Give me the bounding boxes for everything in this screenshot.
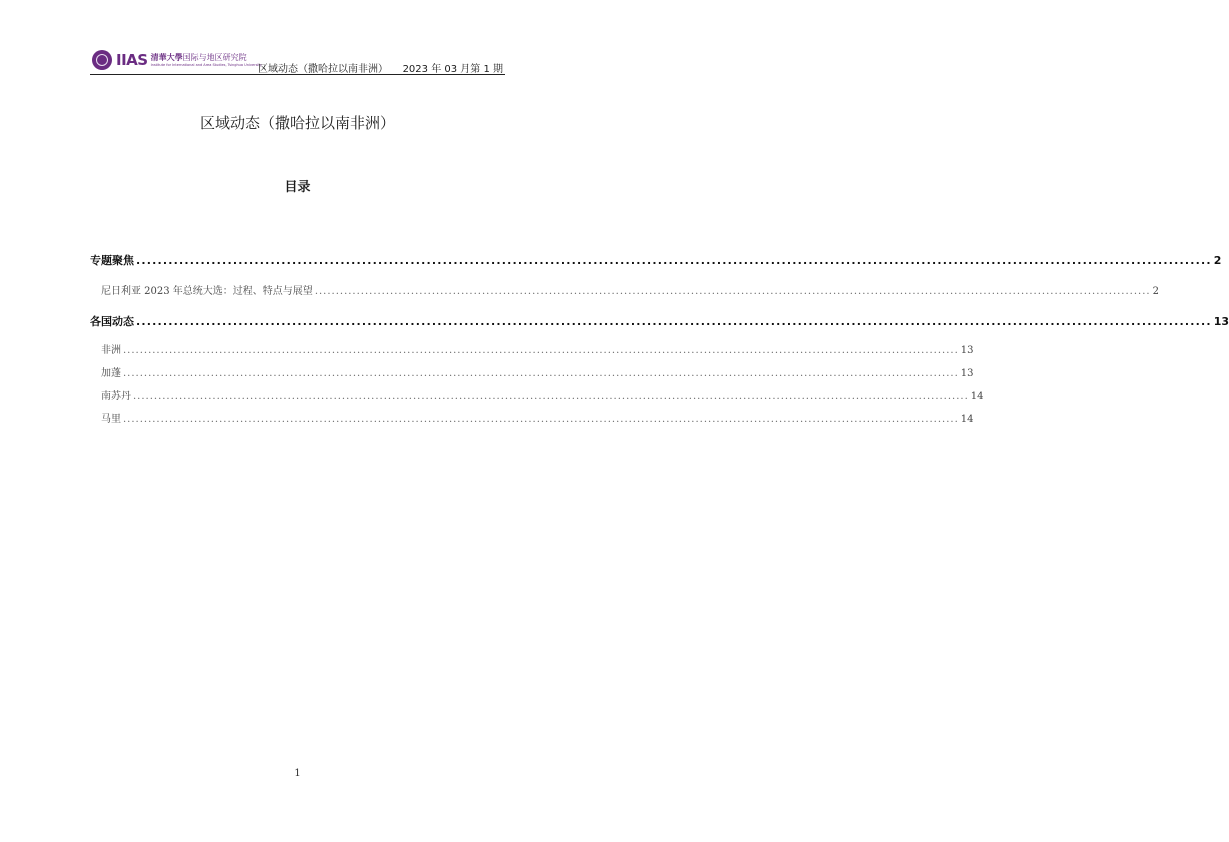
header-issue: 2023 年 03 月第 1 期 [402,64,503,75]
toc-entry-page: 14 [970,391,984,402]
toc-entry-label: 尼日利亚 2023 年总统大选：过程、特点与展望 [101,286,313,297]
toc-leader-dots: ........................................................................................................................................................................................................ [133,391,969,402]
toc-entry-page: 13 [960,368,974,379]
page-number: 1 [294,768,301,779]
toc-entry-page: 2 [1213,254,1222,267]
toc-entry-label: 专题聚焦 [90,254,134,267]
logo-cn-institute: 国际与地区研究院 [182,53,247,62]
page-header [90,46,505,74]
toc-entry-page: 2 [1152,286,1159,297]
toc-leader-dots: ........................................................................................................................................................................................................ [136,315,1212,328]
logo-text [151,52,262,68]
toc-entry-label: 加蓬 [101,368,121,379]
toc-entry-label: 南苏丹 [101,391,131,402]
toc-leader-dots: ........................................................................................................................................................................................................ [314,286,1151,297]
logo-mark: IIAS [116,51,148,69]
toc-entry-subsection[interactable] [101,387,984,402]
toc-entry-section[interactable] [90,313,1229,329]
toc-entry-label: 非洲 [101,345,121,356]
toc-entry-subsection[interactable] [101,410,974,425]
header-rule [90,74,505,75]
tsinghua-seal-icon [92,50,112,70]
document-title: 区域动态（撒哈拉以南非洲） [199,114,395,132]
header-title: 区域动态（撒哈拉以南非洲） [258,64,388,75]
toc-entry-label: 马里 [101,414,121,425]
toc-entry-page: 13 [960,345,974,356]
toc-leader-dots: ........................................................................................................................................................................................................ [136,254,1212,267]
toc-heading: 目录 [284,180,311,195]
toc-leader-dots: ........................................................................................................................................................................................................ [123,345,959,356]
institute-logo [92,49,262,71]
logo-cn [151,52,262,63]
toc-leader-dots: ........................................................................................................................................................................................................ [123,368,959,379]
toc-entry-subsection[interactable] [101,282,1159,297]
toc-leader-dots: ........................................................................................................................................................................................................ [123,414,959,425]
toc-entry-subsection[interactable] [101,341,974,356]
logo-en: Institute for International and Area Studies, Tsinghua University [150,63,262,67]
toc-entry-section[interactable] [90,252,1222,268]
toc-entry-subsection[interactable] [101,364,974,379]
logo-cn-university: 清華大學 [150,52,183,62]
toc-entry-page: 14 [960,414,974,425]
toc-entry-label: 各国动态 [90,315,134,328]
toc-entry-page: 13 [1213,315,1229,328]
